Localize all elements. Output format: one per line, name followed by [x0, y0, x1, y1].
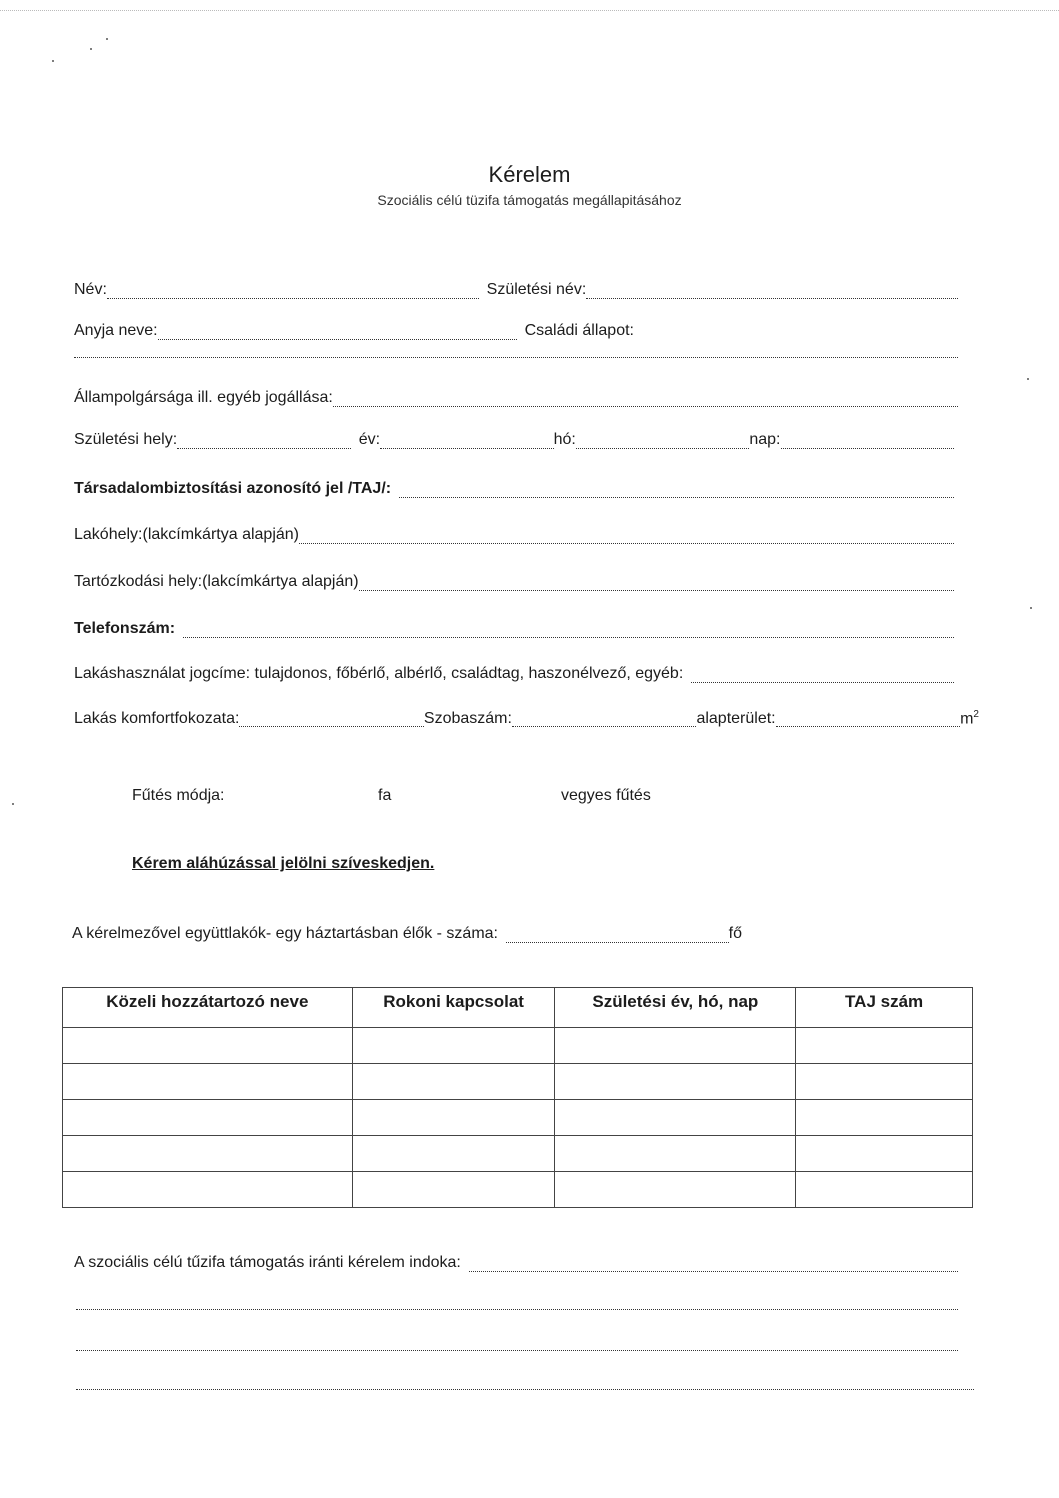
field-name[interactable]	[107, 298, 479, 299]
field-day[interactable]	[781, 448, 955, 449]
label-birthplace: Születési hely:	[74, 431, 178, 448]
table-cell-birthdate[interactable]	[555, 1028, 796, 1064]
row-citizenship	[74, 389, 958, 411]
label-year: év:	[358, 431, 381, 448]
table-header-row	[63, 988, 973, 1028]
field-mother-name[interactable]	[158, 339, 517, 340]
label-household-unit: fő	[728, 925, 742, 942]
col-header-birthdate: Születési év, hó, nap	[555, 988, 796, 1028]
scan-speck	[1027, 378, 1029, 380]
label-stay: Tartózkodási hely:(lakcímkártya alapján)	[74, 573, 359, 590]
scan-speck	[90, 48, 92, 50]
field-reason-line-4[interactable]	[76, 1389, 974, 1390]
table-cell-name[interactable]	[63, 1136, 353, 1172]
row-household	[72, 925, 742, 947]
table-cell-taj[interactable]	[796, 1064, 973, 1100]
row-name	[74, 281, 958, 303]
underline-instruction: Kérem aláhúzással jelölni szíveskedjen.	[132, 855, 435, 872]
field-stay[interactable]	[359, 590, 954, 591]
form-title: Kérelem	[488, 162, 571, 187]
table-row	[63, 1100, 973, 1136]
label-day: nap:	[749, 431, 781, 448]
table-cell-birthdate[interactable]	[555, 1064, 796, 1100]
label-reason: A szociális célú tűzifa támogatás iránti kérelem indoka:	[74, 1254, 461, 1271]
label-citizenship: Állampolgársága ill. egyéb jogállása:	[74, 389, 333, 406]
table-cell-taj[interactable]	[796, 1028, 973, 1064]
row-housing	[74, 709, 979, 731]
table-cell-birthdate[interactable]	[555, 1100, 796, 1136]
label-marital-status: Családi állapot:	[524, 322, 634, 339]
field-residence[interactable]	[299, 543, 954, 544]
scan-speck	[12, 803, 14, 805]
table-cell-taj[interactable]	[796, 1100, 973, 1136]
field-taj[interactable]	[399, 497, 954, 498]
field-year[interactable]	[380, 448, 554, 449]
form-subtitle: Szociális célú tüzifa támogatás megállapitásához	[377, 192, 682, 208]
table-cell-birthdate[interactable]	[555, 1136, 796, 1172]
table-row	[63, 1136, 973, 1172]
table-cell-name[interactable]	[63, 1100, 353, 1136]
field-household-count[interactable]	[506, 942, 729, 943]
col-header-relation: Rokoni kapcsolat	[352, 988, 555, 1028]
label-household: A kérelmezővel együttlakók- egy háztartásban élők - száma:	[72, 925, 498, 942]
scan-speck	[52, 60, 54, 62]
table-row	[63, 1172, 973, 1208]
row-mother	[74, 322, 634, 344]
table-cell-name[interactable]	[63, 1028, 353, 1064]
row-tenure	[74, 665, 954, 687]
relatives-table	[62, 987, 973, 1208]
label-tenure: Lakáshasználat jogcíme: tulajdonos, főbérlő, albérlő, családtag, haszonélvező, egyéb:	[74, 665, 684, 682]
label-rooms: Szobaszám:	[423, 710, 512, 728]
table-cell-relation[interactable]	[352, 1028, 555, 1064]
field-phone[interactable]	[183, 637, 954, 638]
col-header-name: Közeli hozzátartozó neve	[63, 988, 353, 1028]
table-cell-taj[interactable]	[796, 1136, 973, 1172]
field-citizenship[interactable]	[333, 406, 958, 407]
label-area: alapterület:	[696, 710, 776, 728]
heating-option-wood[interactable]: fa	[378, 787, 392, 804]
table-cell-relation[interactable]	[352, 1064, 555, 1100]
field-comfort[interactable]	[239, 726, 423, 727]
label-name: Név:	[74, 281, 107, 298]
table-cell-taj[interactable]	[796, 1172, 973, 1208]
field-area[interactable]	[776, 726, 960, 727]
label-heating: Fűtés módja:	[132, 787, 225, 804]
row-reason	[74, 1254, 958, 1276]
field-month[interactable]	[576, 448, 750, 449]
field-marital-status[interactable]	[74, 357, 958, 358]
label-phone: Telefonszám:	[74, 620, 176, 637]
field-reason-line-3[interactable]	[76, 1350, 958, 1351]
table-cell-name[interactable]	[63, 1172, 353, 1208]
unit-area	[960, 709, 979, 728]
row-stay	[74, 573, 954, 595]
field-reason-line-1[interactable]	[469, 1271, 958, 1272]
label-month: hó:	[553, 431, 576, 448]
field-rooms[interactable]	[512, 726, 696, 727]
label-comfort: Lakás komfortfokozata:	[74, 710, 240, 728]
table-cell-name[interactable]	[63, 1064, 353, 1100]
table-cell-relation[interactable]	[352, 1136, 555, 1172]
col-header-taj: TAJ szám	[796, 988, 973, 1028]
unit-m: m	[960, 710, 974, 728]
label-mother-name: Anyja neve:	[74, 322, 158, 339]
row-residence	[74, 526, 954, 548]
scan-edge-artifact	[0, 10, 1059, 11]
unit-sup: 2	[973, 709, 979, 720]
scan-speck	[1030, 607, 1032, 609]
table-cell-birthdate[interactable]	[555, 1172, 796, 1208]
scan-speck	[106, 38, 108, 40]
field-tenure[interactable]	[691, 682, 954, 683]
label-residence: Lakóhely:(lakcímkártya alapján)	[74, 526, 299, 543]
label-taj: Társadalombiztosítási azonosító jel /TAJ/:	[74, 480, 392, 497]
table-row	[63, 1064, 973, 1100]
heating-option-mixed[interactable]: vegyes fűtés	[561, 787, 651, 804]
table-cell-relation[interactable]	[352, 1172, 555, 1208]
field-birth-name[interactable]	[586, 298, 958, 299]
table-row	[63, 1028, 973, 1064]
table-cell-relation[interactable]	[352, 1100, 555, 1136]
field-reason-line-2[interactable]	[76, 1309, 958, 1310]
label-birth-name: Születési név:	[486, 281, 587, 298]
field-birthplace[interactable]	[177, 448, 351, 449]
row-birth	[74, 431, 954, 453]
row-phone	[74, 620, 954, 642]
row-taj	[74, 480, 954, 502]
